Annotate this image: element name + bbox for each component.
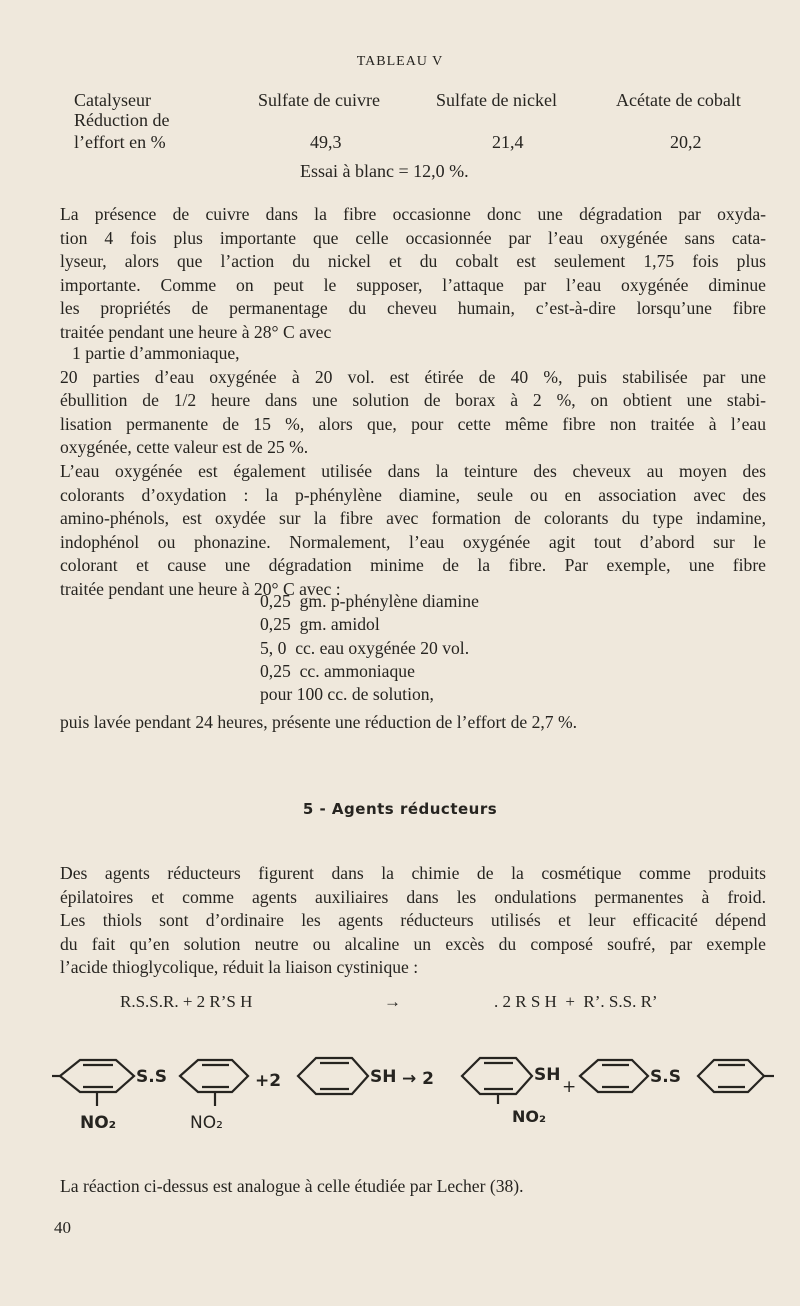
text-line: colorants d’oxydation : la p-phénylène diamine, seule ou en association avec des <box>60 484 766 505</box>
text-line: ébullition de 1/2 heure dans une solution de borax à 2 %, on obtient une stabi- <box>60 390 766 411</box>
text-line: les propriétés de permanentage du cheveu humain, c’est-à-dire lorsqu’une fibre <box>60 298 766 319</box>
text-line: du fait qu’en solution neutre ou alcaline un excès du composé soufré, par exemple <box>60 933 766 954</box>
text-line: 20 parties d’eau oxygénée à 20 vol. est étirée de 40 %, puis stabilisée par une <box>60 366 766 387</box>
text-line: traitée pendant une heure à 20° C avec : <box>60 578 341 599</box>
paragraph-copper-degradation <box>60 203 766 345</box>
text-line: 1 partie d’ammoniaque, <box>72 343 240 363</box>
text-line: épilatoires et comme agents auxiliaires dans les ondulations permanentes à froid. <box>60 886 766 907</box>
recipe-item: 0,25 cc. ammoniaque <box>260 660 415 681</box>
text-line: Des agents réducteurs figurent dans la chimie de la cosmétique comme produits <box>60 863 766 883</box>
scheme-no2-label: NO₂ <box>512 1107 546 1126</box>
text-line: oxygénée, cette valeur est de 25 %. <box>60 437 309 458</box>
page-number: 40 <box>54 1218 71 1237</box>
benzene-ring-icon <box>180 1060 248 1106</box>
text-line: traitée pendant une heure à 28° C avec <box>60 321 332 342</box>
text-line: La présence de cuivre dans la fibre occasionne donc une dégradation par oxyda- <box>60 204 766 224</box>
scheme-ss-label: S.S <box>650 1067 681 1087</box>
scheme-sh-label: SH <box>370 1067 397 1087</box>
scheme-arrow-two: → 2 <box>402 1069 434 1089</box>
recipe-item: 5, 0 cc. eau oxygénée 20 vol. <box>260 637 470 658</box>
equation-arrow: → <box>384 992 401 1011</box>
table-value-copper: 49,3 <box>310 132 342 152</box>
scheme-no2-label: NO₂ <box>80 1113 117 1133</box>
text-line: lisation permanente de 15 %, alors que, pour cette même fibre non traitée à l’eau <box>60 413 766 434</box>
recipe-list <box>260 590 479 706</box>
text-line: colorant et cause une dégradation minime de la fibre. Par exemple, une fibre <box>60 555 766 576</box>
table-blank-test: Essai à blanc = 12,0 %. <box>300 161 469 181</box>
table-value-nickel: 21,4 <box>492 132 524 152</box>
recipe-item: pour 100 cc. de solution, <box>260 684 434 705</box>
text-line: indophénol ou phonazine. Normalement, l’eau oxygénée agit tout d’abord sur le <box>60 531 766 552</box>
text-line: l’acide thioglycolique, réduit la liaison cystinique : <box>60 957 419 978</box>
recipe-item: 0,25 gm. p-phénylène diamine <box>260 591 479 611</box>
text-line: tion 4 fois plus importante que celle occasionnée par l’eau oxygénée sans cata- <box>60 227 766 248</box>
benzene-ring-icon <box>698 1060 774 1092</box>
table-value-cobalt: 20,2 <box>670 132 702 152</box>
table-header-cobalt: Acétate de cobalt <box>616 90 741 110</box>
recipe-item: 0,25 gm. amidol <box>260 614 380 635</box>
text-line: importante. Comme on peut le supposer, l’attaque par l’eau oxygénée diminue <box>60 274 766 295</box>
text-line: Les thiols sont d’ordinaire les agents réducteurs utilisés et leur efficacité dépend <box>60 910 766 931</box>
benzene-ring-icon <box>580 1060 648 1092</box>
paragraph-washed-result: puis lavée pendant 24 heures, présente une réduction de l’effort de 2,7 %. <box>60 712 578 732</box>
table-row-label-effort: l’effort en % <box>74 132 166 152</box>
chemical-scheme <box>52 1048 777 1158</box>
equation-left: R.S.S.R. + 2 R’S H <box>120 992 253 1011</box>
table-row-label-reduction: Réduction de <box>74 110 170 130</box>
paragraph-permanent-set <box>60 342 766 602</box>
scheme-sh-label: SH <box>534 1065 561 1085</box>
text-line: amino-phénols, est oxydée sur la fibre avec formation de colorants du type indamine, <box>60 508 766 529</box>
text-line: L’eau oxygénée est également utilisée dans la teinture des cheveux au moyen des <box>60 460 766 481</box>
table-row-label-catalyst: Catalyseur <box>74 90 151 110</box>
scheme-ss-label: S.S <box>136 1067 167 1087</box>
table-header-nickel: Sulfate de nickel <box>436 90 557 110</box>
scheme-plus-two: +2 <box>255 1071 282 1091</box>
text-line: lyseur, alors que l’action du nickel et du cobalt est seulement 1,75 fois plus <box>60 251 766 272</box>
benzene-ring-icon <box>52 1060 134 1106</box>
equation-right: . 2 R S H + R’. S.S. R’ <box>494 992 658 1011</box>
section-heading: 5 - Agents réducteurs <box>302 800 498 818</box>
paragraph-lecher-reference: La réaction ci-dessus est analogue à celle étudiée par Lecher (38). <box>60 1176 524 1196</box>
scheme-no2-label: NO₂ <box>190 1113 223 1133</box>
benzene-ring-icon <box>462 1058 532 1104</box>
paragraph-reducing-agents <box>60 862 766 980</box>
table-header-copper: Sulfate de cuivre <box>258 90 380 110</box>
scheme-plus: + <box>562 1077 577 1097</box>
table-title: TABLEAU V <box>356 54 444 69</box>
benzene-ring-icon <box>298 1058 368 1094</box>
